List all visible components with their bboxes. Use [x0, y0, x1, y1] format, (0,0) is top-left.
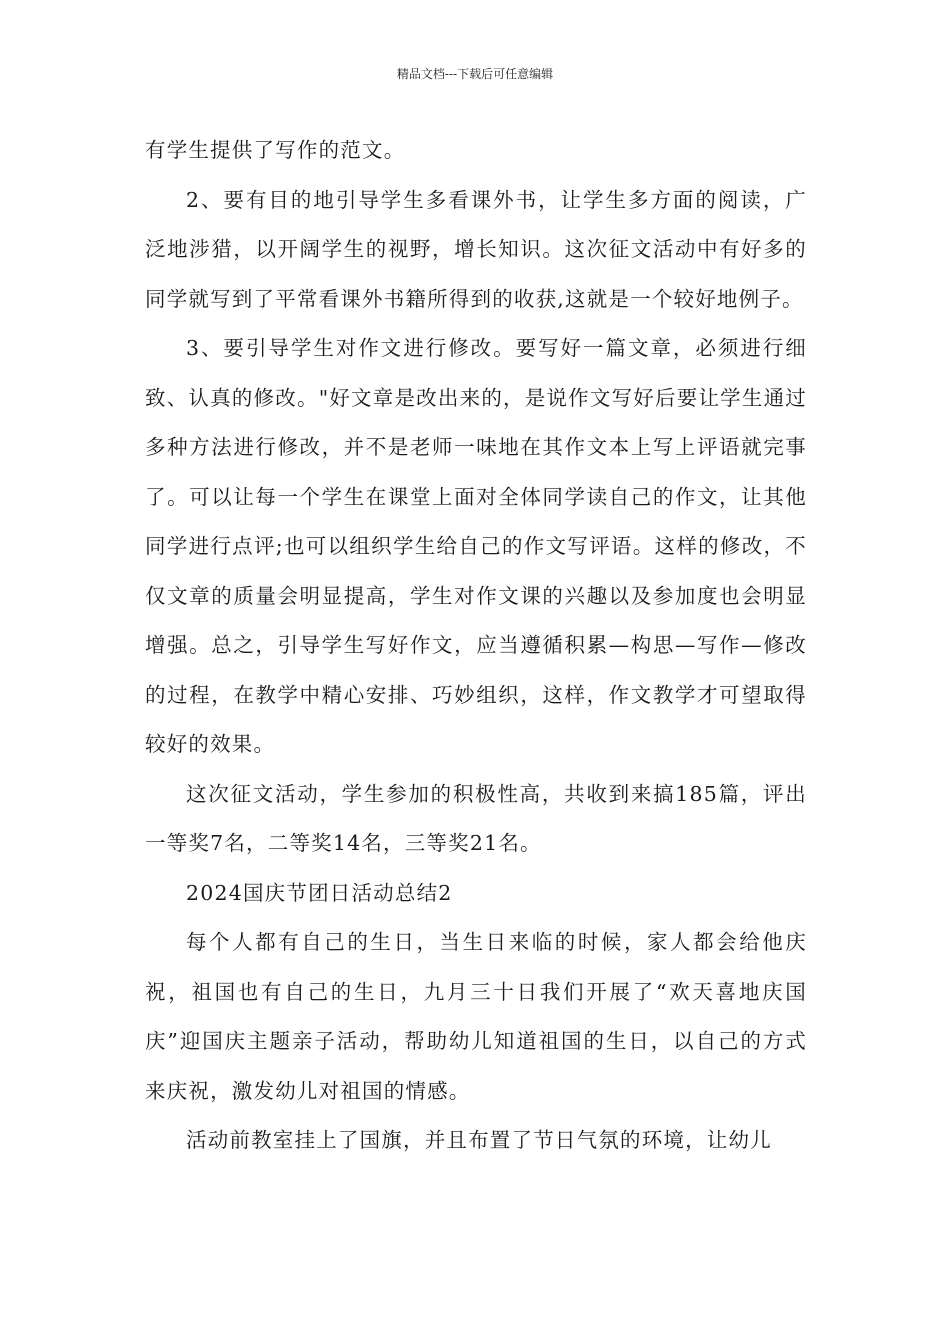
section-title: 2024国庆节团日活动总结2: [186, 880, 453, 905]
document-body: [145, 126, 807, 1166]
page-header: 精品文档---下载后可任意编辑: [396, 67, 554, 81]
paragraph-continuation: 有学生提供了写作的范文。: [145, 138, 406, 162]
paragraph-preparation: 活动前教室挂上了国旗，并且布置了节日气氛的环境，让幼儿: [186, 1128, 772, 1152]
paragraph-point-3: 3、要引导学生对作文进行修改。要写好一篇文章，必须进行细致、认真的修改。"好文章是改出来的，是说作文写好后要让学生通过多种方法进行修改，并不是老师一味地在其作文本上写上评语就完事了。可以让每一个学生在课堂上面对全体同学读自己的作文，让其他同学进行点评;也可以组织学生给自己的作文写评语。这样的修改，不仅文章的质量会明显提高，学生对作文课的兴趣以及参加度也会明显增强。总之，引导学生写好作文，应当遵循积累—构思—写作—修改的过程，在教学中精心安排、巧妙组织，这样，作文教学才可望取得较好的效果。: [145, 336, 807, 756]
paragraph-intro: 每个人都有自己的生日，当生日来临的时候，家人都会给他庆祝，祖国也有自己的生日，九月三十日我们开展了“欢天喜地庆国庆”迎国庆主题亲子活动，帮助幼儿知道祖国的生日，以自己的方式来庆祝，激发幼儿对祖国的情感。: [145, 930, 807, 1103]
paragraph-results: 这次征文活动，学生参加的积极性高，共收到来搞185篇，评出一等奖7名，二等奖14名，三等奖21名。: [145, 781, 807, 855]
paragraph-point-2: 2、要有目的地引导学生多看课外书，让学生多方面的阅读，广泛地涉猎，以开阔学生的视野，增长知识。这次征文活动中有好多的同学就写到了平常看课外书籍所得到的收获,这就是一个较好地例子。: [145, 187, 807, 311]
